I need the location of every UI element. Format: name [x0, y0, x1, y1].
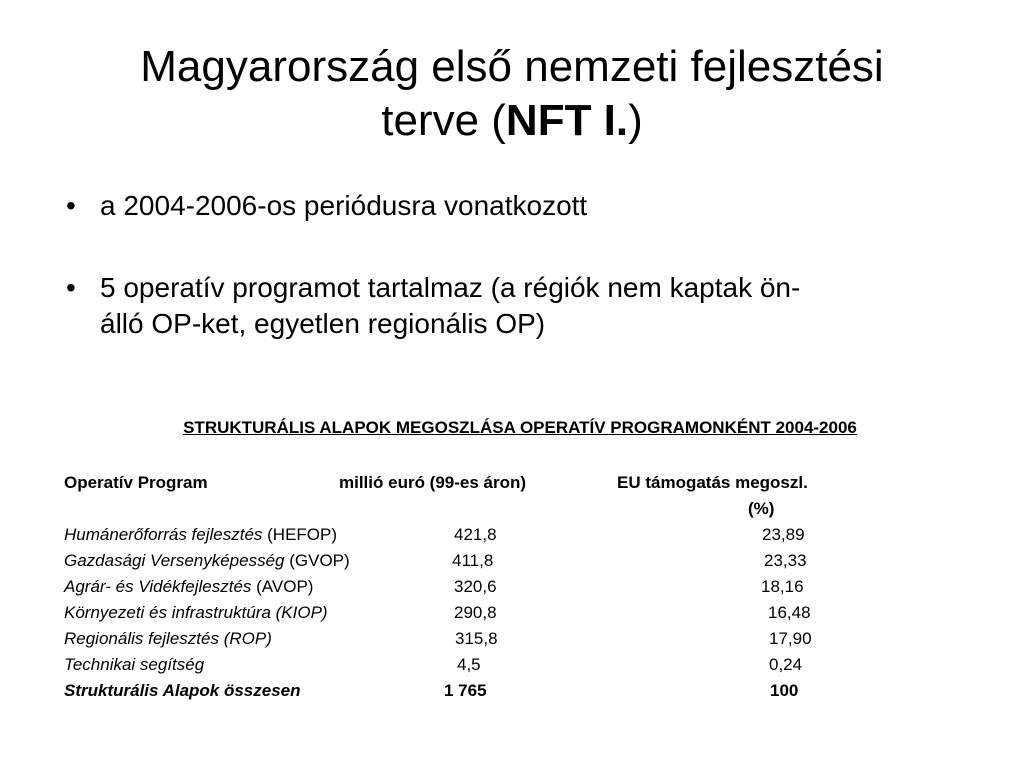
total-amount: 1 765 [444, 681, 487, 700]
program-amount: 421,8 [454, 525, 497, 544]
program-amount: 315,8 [455, 629, 498, 648]
program-name: Regionális fejlesztés (ROP) [64, 629, 272, 648]
bullet-text: a 2004-2006-os periódusra vonatkozott [100, 190, 588, 221]
program-share: 23,33 [764, 551, 807, 570]
program-share: 16,48 [768, 603, 811, 622]
program-amount: 411,8 [452, 551, 494, 570]
program-amount: 290,8 [454, 603, 497, 622]
bullet-item-programs [60, 270, 980, 342]
slide-title [0, 40, 1024, 148]
bullet-text-line-2: álló OP-ket, egyetlen regionális OP) [100, 308, 546, 339]
header-amount: millió euró (99-es áron) [339, 473, 527, 492]
total-share: 100 [770, 681, 799, 700]
bullet-list [60, 188, 980, 388]
program-share: 23,89 [762, 525, 805, 544]
program-amount: 4,5 [457, 655, 481, 674]
program-abbr: (HEFOP) [262, 525, 338, 544]
bullet-dot-icon: • [66, 190, 76, 221]
title-line-2-suffix: ) [628, 96, 643, 145]
title-nft-label: NFT I. [505, 96, 629, 145]
program-name: Környezeti és infrastruktúra (KIOP) [64, 603, 328, 622]
program-name: Humánerőforrás fejlesztés [64, 525, 263, 544]
header-share: EU támogatás megoszl. [617, 473, 808, 492]
table-title: STRUKTURÁLIS ALAPOK MEGOSZLÁSA OPERATÍV PROGRAMONKÉNT 2004-2006 [183, 418, 857, 437]
total-label: Strukturális Alapok összesen [64, 681, 301, 700]
program-share: 0,24 [769, 655, 803, 674]
program-abbr: (AVOP) [251, 577, 314, 596]
program-share: 17,90 [769, 629, 812, 648]
bullet-text-line-1: 5 operatív programot tartalmaz (a régiók nem kaptak ön- [100, 272, 801, 303]
bullet-item-period [60, 188, 980, 224]
program-name: Agrár- és Vidékfejlesztés [64, 577, 252, 596]
program-name: Technikai segítség [64, 655, 205, 674]
program-abbr: (GVOP) [284, 551, 350, 570]
header-share-unit: (%) [748, 499, 775, 518]
header-program: Operatív Program [64, 473, 208, 492]
bullet-dot-icon: • [66, 272, 76, 303]
program-amount: 320,6 [454, 577, 497, 596]
program-share: 18,16 [761, 577, 804, 596]
title-line-1: Magyarország első nemzeti fejlesztési [140, 42, 884, 91]
title-line-2-prefix: terve ( [381, 96, 506, 145]
program-name: Gazdasági Versenyképesség [64, 551, 285, 570]
